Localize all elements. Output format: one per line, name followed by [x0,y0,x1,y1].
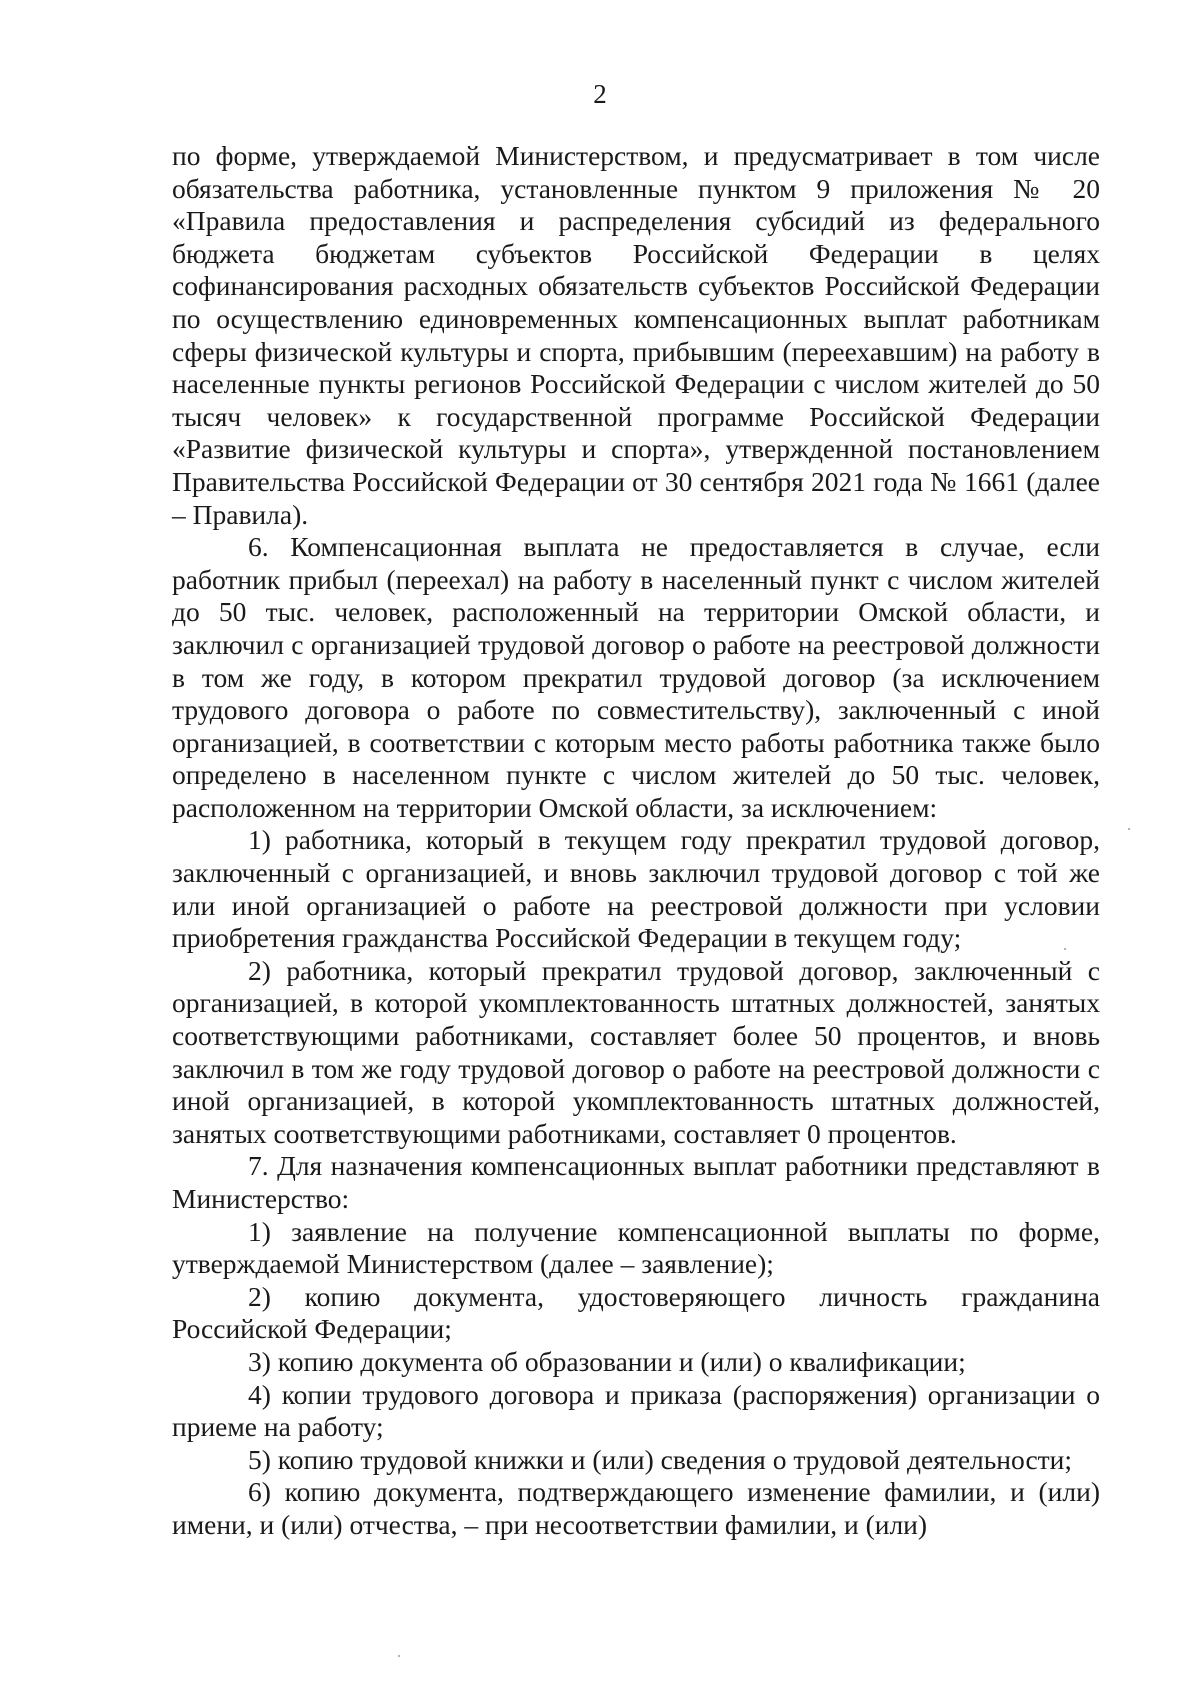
paragraph-7-item-3: 3) копию документа об образовании и (или) о квалификации; [248,1345,966,1377]
document-body [172,140,1100,1542]
paragraph-7-item-6: 6) копию документа, подтверждающего изменение фамилии, и (или) имени, и (или) отчества, – при несоответствии фамилии, и (или) [172,1476,1100,1540]
paragraph-5-continuation: по форме, утверждаемой Министерством, и предусматривает в том числе обязательства работника, установленные пунктом 9 приложения № 20 «Правила предоставления и распределения субсидий из федерального бюджета бюджетам субъектов Российской Федерации в целях софинансирования расходных обязательств субъектов Российской Федерации по осуществлению единовременных компенсационных выплат работникам сферы физической культуры и спорта, прибывшим (переехавшим) на работу в населенные пункты регионов Российской Федерации с числом жителей до 50 тысяч человек» к государственной программе Российской Федерации «Развитие физической культуры и спорта», утвержденной постановлением Правительства Российской Федерации от 30 сентября 2021 года № 1661 (далее – Правила). [172,140,1100,530]
paragraph-6: 6. Компенсационная выплата не предоставляется в случае, если работник прибыл (переехал) на работу в населенный пункт с числом жителей до 50 тыс. человек, расположенный на территории Омской области, и заключил с организацией трудовой договор о работе на реестровой должности в том же году, в котором прекратил трудовой договор (за исключением трудового договора о работе по совместительству), заключенный с иной организацией, в соответствии с которым место работы работника также было определено в населенном пункте с числом жителей до 50 тыс. человек, расположенном на территории Омской области, за исключением: [172,531,1100,823]
paragraph-7-item-4: 4) копии трудового договора и приказа (распоряжения) организации о приеме на работу; [172,1378,1100,1443]
scan-speck [398,1655,400,1657]
scan-speck [1064,948,1066,950]
paragraph-6-item-1: 1) работника, который в текущем году прекратил трудовой договор, заключенный с организацией, и вновь заключил трудовой договор с той же или иной организацией о работе на реестровой должности при условии приобретения гражданства Российской Федерации в текущем году; [172,824,1100,954]
scan-speck [1128,828,1130,830]
paragraph-7: 7. Для назначения компенсационных выплат работники представляют в Министерство: [172,1150,1100,1214]
paragraph-7-item-5: 5) копию трудовой книжки и (или) сведения о трудовой деятельности; [248,1443,1073,1475]
page-number: 2 [593,79,607,109]
paragraph-6-item-2: 2) работника, который прекратил трудовой договор, заключенный с организацией, в которой укомплектованность штатных должностей, занятых соответствующими работниками, составляет более 50 процентов, и вновь заключил в том же году трудовой договор о работе на реестровой должности с иной организацией, в которой укомплектованность штатных должностей, занятых соответствующими работниками, составляет 0 процентов. [172,954,1100,1149]
paragraph-7-item-2: 2) копию документа, удостоверяющего личность гражданина Российской Федерации; [172,1280,1100,1345]
paragraph-7-item-1: 1) заявление на получение компенсационной выплаты по форме, утверждаемой Министерством (далее – заявление); [172,1215,1100,1280]
